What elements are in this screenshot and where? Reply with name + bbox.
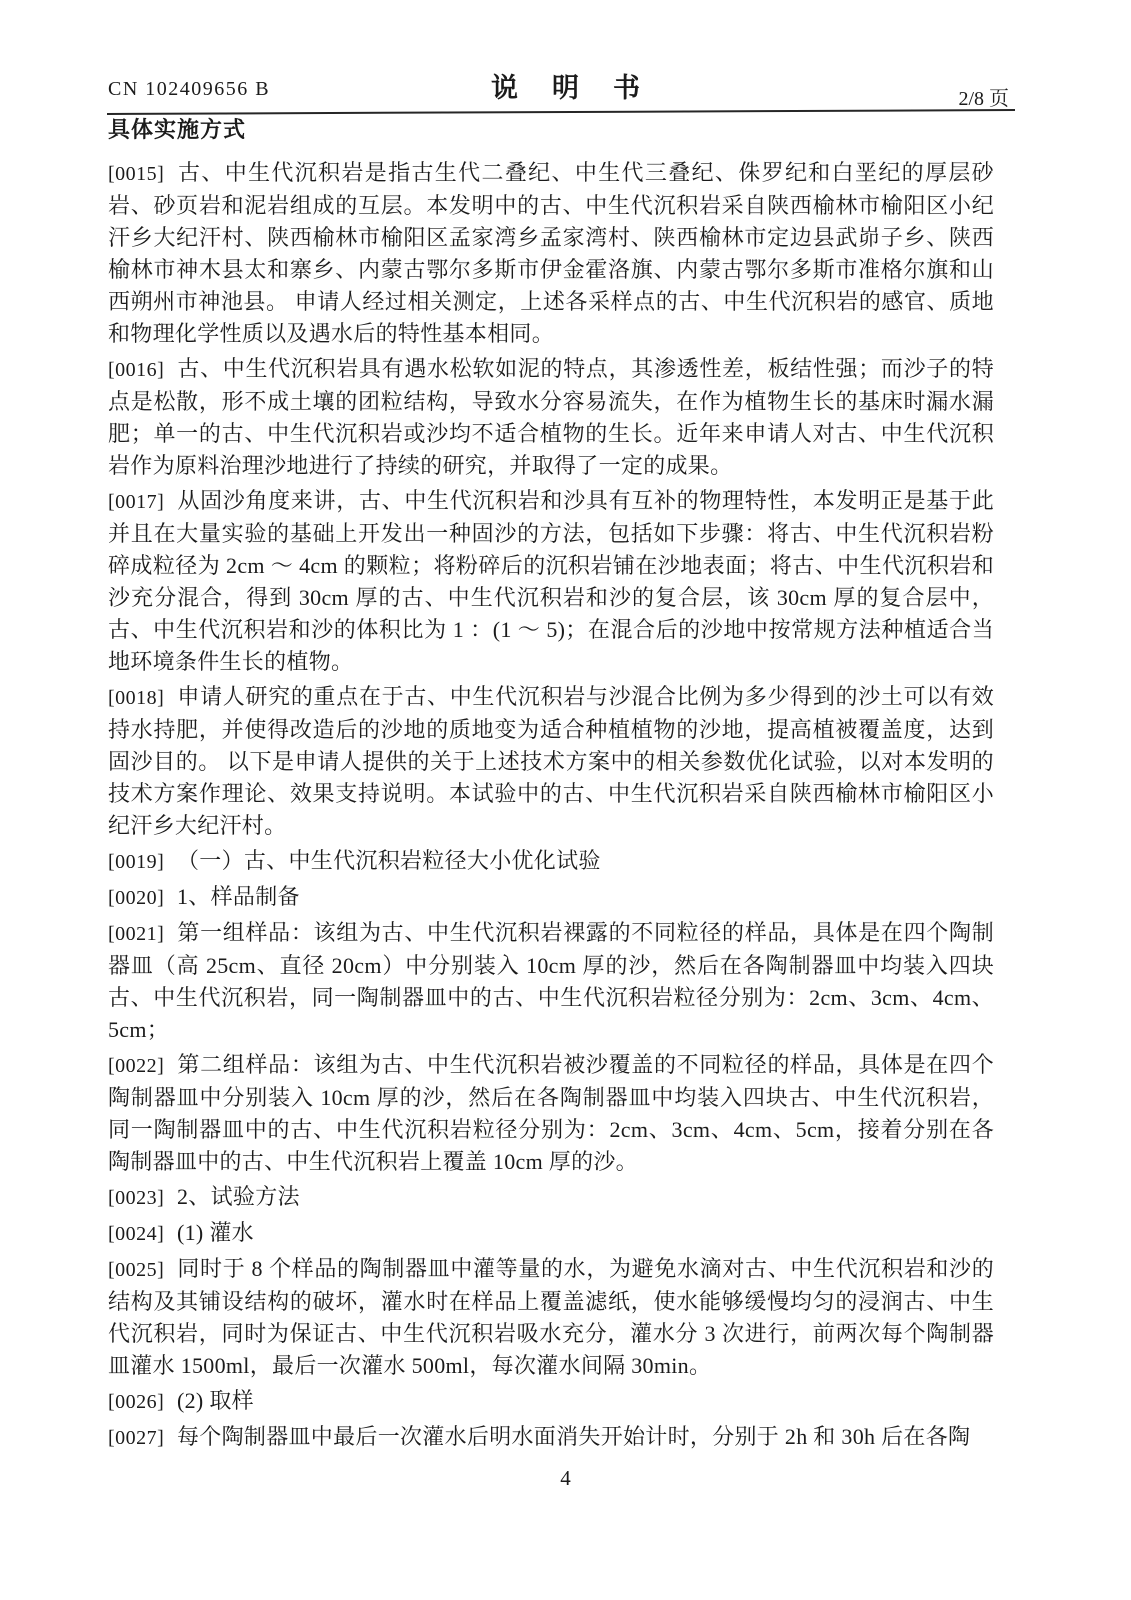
paragraph-number: [0016]: [108, 359, 165, 381]
header-divider: [107, 109, 1015, 115]
paragraph: [0015] 古、中生代沉积岩是指古生代二叠纪、中生代三叠纪、侏罗纪和白垩纪的厚层砂岩、砂页岩和泥岩组成的互层。本发明中的古、中生代沉积岩采自陕西榆林市榆阳区小纪汗乡大纪汗村、陕西榆林市榆阳区孟家湾乡孟家湾村、陕西榆林市定边县武峁子乡、陕西榆林市神木县太和寨乡、内蒙古鄂尔多斯市伊金霍洛旗、内蒙古鄂尔多斯市准格尔旗和山西朔州市神池县。 申请人经过相关测定，上述各采样点的古、中生代沉积岩的感官、质地和物理化学性质以及遇水后的特性基本相同。: [108, 160, 994, 346]
paragraph-number: [0017]: [108, 491, 165, 513]
paragraph-number: [0027]: [108, 1427, 165, 1449]
paragraph: [0016] 古、中生代沉积岩具有遇水松软如泥的特点，其渗透性差，板结性强；而沙子的特点是松散，形不成土壤的团粒结构，导致水分容易流失，在作为植物生长的基床时漏水漏肥；单一的古、中生代沉积岩或沙均不适合植物的生长。近年来申请人对古、中生代沉积岩作为原料治理沙地进行了持续的研究，并取得了一定的成果。: [108, 356, 994, 478]
paragraph-number: [0024]: [108, 1223, 165, 1245]
document-body: [108, 116, 994, 1457]
paragraph-list: [108, 157, 994, 1454]
paragraph-number: [0020]: [108, 887, 165, 909]
paragraph: [0024] (1) 灌水: [108, 1217, 994, 1250]
paragraph-number: [0019]: [108, 851, 165, 873]
paragraph-number: [0025]: [108, 1259, 165, 1281]
footer-page-number: 4: [560, 1466, 571, 1490]
paragraph: [0017] 从固沙角度来讲，古、中生代沉积岩和沙具有互补的物理特性，本发明正是基于此并且在大量实验的基础上开发出一种固沙的方法，包括如下步骤：将古、中生代沉积岩粉碎成粒径为 2cm ～ 4cm 的颗粒；将粉碎后的沉积岩铺在沙地表面；将古、中生代沉积岩和沙充分混合，得到 30cm 厚的古、中生代沉积岩和沙的复合层，该 30cm 厚的复合层中，古、中生代沉积岩和沙的体积比为 1 ：(1 ～ 5)；在混合后的沙地中按常规方法种植适合当地环境条件生长的植物。: [108, 488, 994, 674]
paragraph: [0019] （一）古、中生代沉积岩粒径大小优化试验: [108, 845, 994, 878]
paragraph: [0020] 1、样品制备: [108, 881, 994, 914]
paragraph: [0025] 同时于 8 个样品的陶制器皿中灌等量的水，为避免水滴对古、中生代沉积岩和沙的结构及其铺设结构的破坏，灌水时在样品上覆盖滤纸，使水能够缓慢均匀的浸润古、中生代沉积岩，同时为保证古、中生代沉积岩吸水充分，灌水分 3 次进行，前两次每个陶制器皿灌水 1500ml，最后一次灌水 500ml，每次灌水间隔 30min。: [108, 1256, 994, 1378]
paragraph: [0021] 第一组样品：该组为古、中生代沉积岩裸露的不同粒径的样品，具体是在四个陶制器皿（高 25cm、直径 20cm）中分别装入 10cm 厚的沙，然后在各陶制器皿中均装入四块古、中生代沉积岩，同一陶制器皿中的古、中生代沉积岩粒径分别为：2cm、3cm、4cm、5cm；: [108, 920, 994, 1042]
paragraph: [0023] 2、试验方法: [108, 1181, 994, 1214]
paragraph: [0027] 每个陶制器皿中最后一次灌水后明水面消失开始计时，分别于 2h 和 30h 后在各陶: [108, 1421, 994, 1454]
paragraph: [0018] 申请人研究的重点在于古、中生代沉积岩与沙混合比例为多少得到的沙土可以有效持水持肥，并使得改造后的沙地的质地变为适合种植植物的沙地，提高植被覆盖度，达到固沙目的。 以下是申请人提供的关于上述技术方案中的相关参数优化试验，以对本发明的技术方案作理论、效果支持说明。本试验中的古、中生代沉积岩采自陕西榆林市榆阳区小纪汗乡大纪汗村。: [108, 684, 994, 838]
paragraph: [0026] (2) 取样: [108, 1385, 994, 1418]
paragraph-number: [0022]: [108, 1055, 165, 1077]
paragraph-number: [0026]: [108, 1391, 165, 1413]
page-indicator: 2/8 页: [958, 88, 1009, 110]
paragraph: [0022] 第二组样品：该组为古、中生代沉积岩被沙覆盖的不同粒径的样品，具体是在四个陶制器皿中分别装入 10cm 厚的沙，然后在各陶制器皿中均装入四块古、中生代沉积岩，同一陶制器皿中的古、中生代沉积岩粒径分别为：2cm、3cm、4cm、5cm，接着分别在各陶制器皿中的古、中生代沉积岩上覆盖 10cm 厚的沙。: [108, 1052, 994, 1174]
section-heading: 具体实施方式: [108, 117, 247, 142]
document-title: 说明书: [491, 73, 674, 103]
paragraph-number: [0023]: [108, 1187, 165, 1209]
paragraph-number: [0018]: [108, 687, 165, 709]
paragraph-number: [0021]: [108, 923, 165, 945]
document-number: CN 102409656 B: [108, 78, 271, 100]
paragraph-number: [0015]: [108, 163, 165, 185]
